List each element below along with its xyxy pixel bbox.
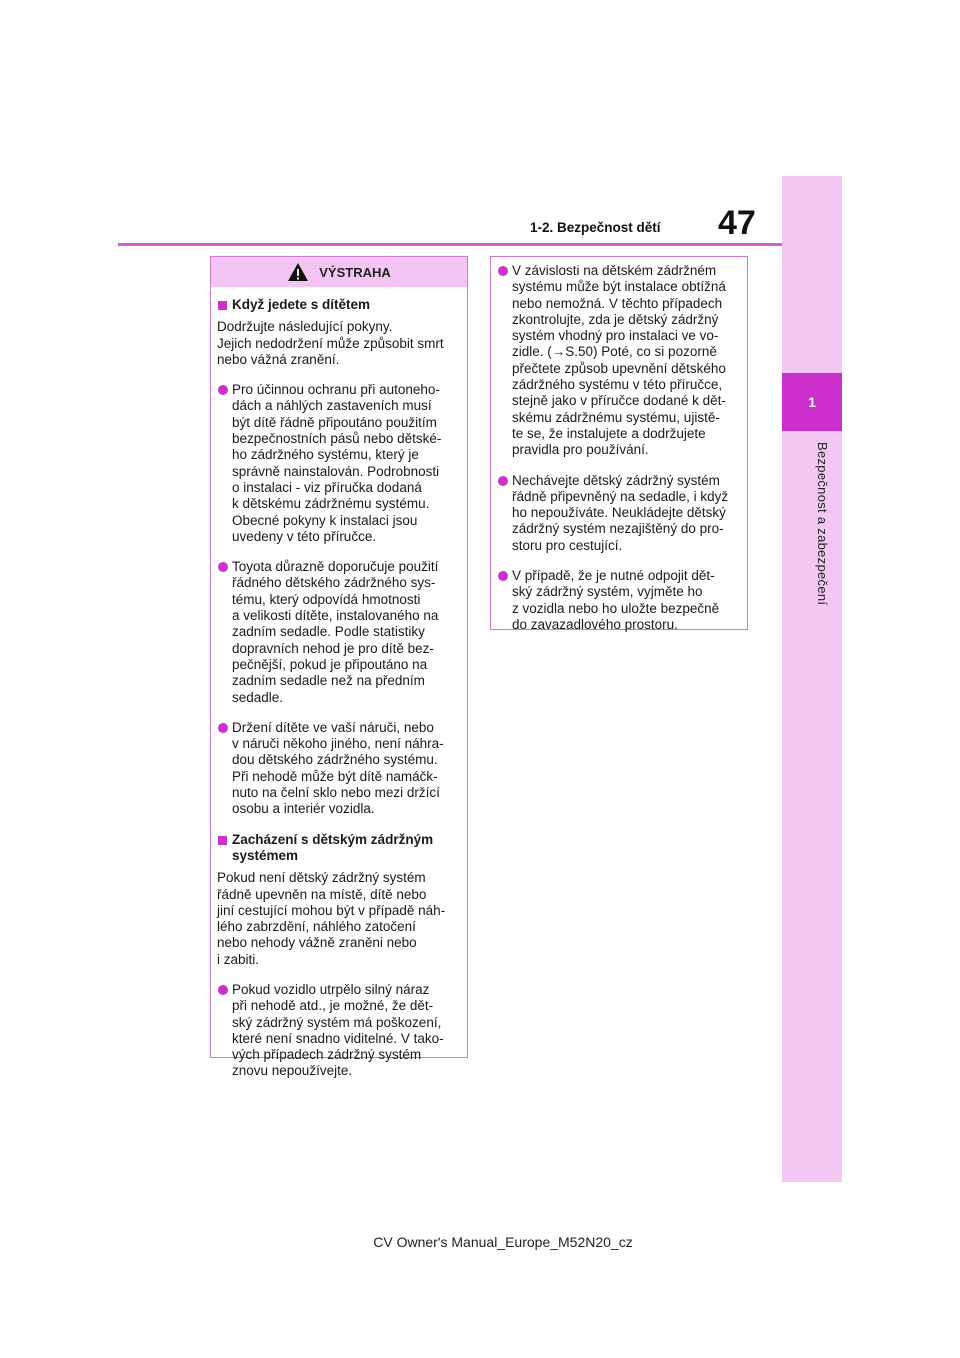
section-heading bbox=[217, 297, 461, 313]
chapter-title: Bezpečnost a zabezpečení bbox=[815, 442, 830, 606]
bullet-icon bbox=[218, 562, 228, 572]
list-item: Držení dítěte ve vaší náruči, nebo v náruči někoho jiného, není náhra- dou dětského zádržného systému. Při nehodě může být dítě namáčk- nuto na čelní sklo nebo mezi držící osobu a interiér vozidla. bbox=[217, 720, 461, 818]
bullet-icon bbox=[498, 571, 508, 581]
header-rule bbox=[118, 243, 782, 246]
section-intro: Dodržujte následující pokyny. Jejich nedodržení může způsobit smrt nebo vážná zranění. bbox=[217, 319, 444, 367]
bullet-icon bbox=[218, 985, 228, 995]
list-item: Toyota důrazně doporučuje použití řádného dětského zádržného sys- tému, který odpovídá hmotnosti a velikosti dítěte, instalovaného na zadním sedadle. Podle statistiky dopravních nehod je pro dítě bez- pečnější, pokud je připoutáno na zadním sedadle než na předním sedadle. bbox=[217, 559, 461, 706]
continued-warning-box bbox=[490, 256, 748, 630]
section-heading-text: Zacházení s dětským zádržným systémem bbox=[232, 831, 434, 863]
footer bbox=[0, 1234, 960, 1250]
chapter-number: 1 bbox=[782, 373, 842, 431]
warning-title: VÝSTRAHA bbox=[319, 264, 391, 280]
list-item: Nechávejte dětský zádržný systém řádně připevněný na sedadle, i když ho nepoužíváte. Neukládejte dětský zádržný systém nezajištěný do pro- storu pro cestující. bbox=[497, 473, 741, 554]
square-bullet-icon bbox=[218, 301, 227, 310]
side-tab bbox=[782, 176, 842, 1182]
page-number: 47 bbox=[718, 204, 756, 242]
warning-box bbox=[210, 256, 468, 1079]
bullet-icon bbox=[218, 385, 228, 395]
section-title: 1-2. Bezpečnost dětí bbox=[530, 220, 661, 235]
warning-triangle-icon bbox=[287, 262, 309, 282]
footer-text: CV Owner's Manual_Europe_M52N20_cz bbox=[373, 1234, 633, 1250]
list-item: Pro účinnou ochranu při autoneho- dách a náhlých zastaveních musí být dítě řádně připoutáno použitím bezpečnostních pásů nebo dětské- ho zádržného systému, který je správně nainstalován. Podrobnosti o instalaci - viz příručka dodaná k dětskému zádržnému systému. Obecné pokyny k instalaci jsou uvedeny v této příručce. bbox=[217, 382, 461, 545]
bullet-icon bbox=[498, 266, 508, 276]
list-item: V případě, že je nutné odpojit dět- ský zádržný systém, vyjměte ho z vozidla nebo ho uložte bezpečně do zavazadlového prostoru. bbox=[497, 568, 741, 633]
list-item: Pokud vozidlo utrpělo silný náraz při nehodě atd., je možné, že dět- ský zádržný systém má poškození, které není snadno viditelné. V tako- vých případech zádržný systém znovu nepoužívejte. bbox=[217, 982, 461, 1080]
section-heading-text: Když jedete s dítětem bbox=[232, 297, 371, 312]
section-intro: Pokud není dětský zádržný systém řádně upevněn na místě, dítě nebo jiní cestující mohou být v případě náh- lého zabrzdění, náhlého zatočení nebo nehody vážně zraněni nebo i zabiti. bbox=[217, 870, 446, 967]
section-heading bbox=[217, 832, 461, 865]
bullet-icon bbox=[498, 476, 508, 486]
warning-header bbox=[211, 257, 467, 287]
list-item: V závislosti na dětském zádržném systému může být instalace obtížná nebo nemožná. V těchto případech zkontrolujte, zda je dětský zádržný systém vhodný pro instalaci ve vo- zidle. (→S.50) Poté, co si pozorně přečtete způsob upevnění dětského zádržného systému v této příručce, stejně jako v příručce dodané k dět- skému zádržnému systému, ujistě- te se, že instalujete a dodržujete pravidla pro používání. bbox=[497, 263, 741, 459]
square-bullet-icon bbox=[218, 836, 227, 845]
bullet-icon bbox=[218, 723, 228, 733]
